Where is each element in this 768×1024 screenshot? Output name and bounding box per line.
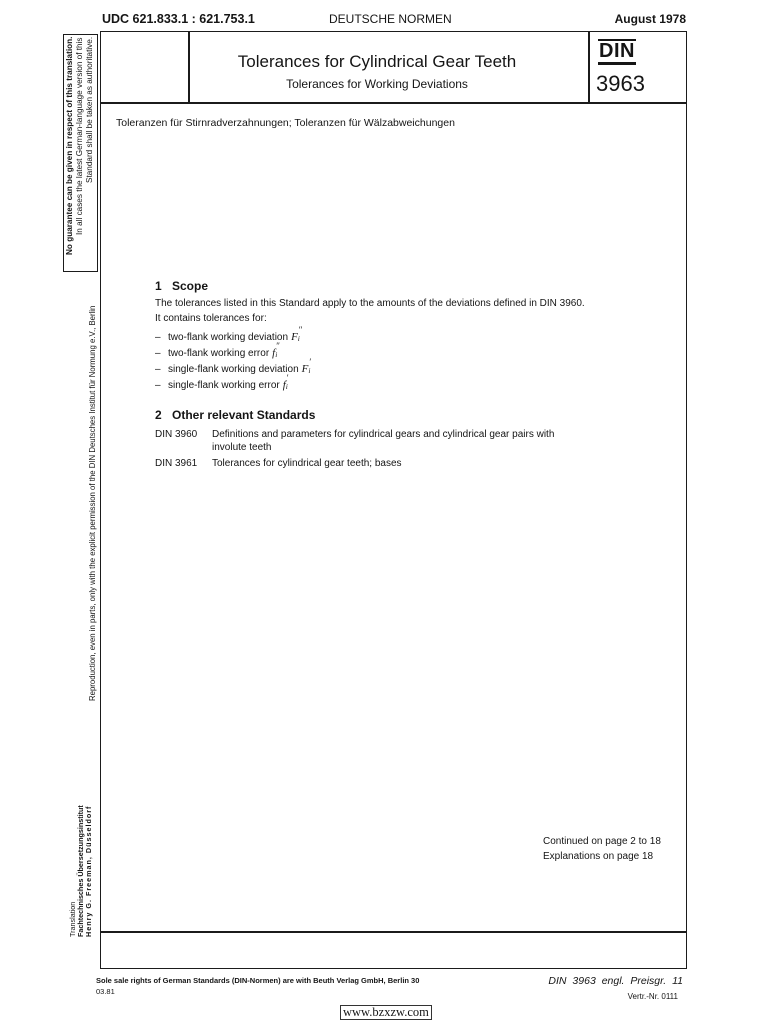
symbol-letter: f (282, 379, 286, 391)
subscript-index: i (297, 334, 300, 343)
title-block-bottom-rule (100, 102, 687, 104)
symbol-index-group (308, 357, 315, 375)
continuation-note: Continued on page 2 to 18 (543, 836, 661, 847)
subscript-index: i (308, 366, 311, 375)
series-title: DEUTSCHE NORMEN (329, 12, 452, 26)
list-item-text: two-flank working error (168, 348, 270, 359)
symbol-two-flank-working-deviation (291, 325, 305, 343)
section-title: Scope (172, 279, 209, 293)
symbol-letter: F (301, 363, 309, 375)
scope-list-item (155, 325, 305, 344)
prime-mark: ″ (276, 341, 280, 351)
translator-line: Henry G. Freeman, Düsseldorf (84, 805, 93, 937)
prime-mark: ′ (309, 357, 312, 367)
prime-mark: ″ (298, 325, 303, 335)
reference-title: Definitions and parameters for cylindrical gears and cylindrical gear pairs with (212, 429, 555, 440)
translator-line: Translation (68, 901, 77, 937)
document-reference: DIN 3963 engl. Preisgr. 11 (548, 975, 683, 987)
symbol-letter: f (272, 347, 276, 359)
section-title: Other relevant Standards (172, 408, 316, 422)
scope-lead: It contains tolerances for: (155, 313, 267, 324)
sales-rights-note: Sole sale rights of German Standards (DIN-Normen) are with Beuth Verlag GmbH, Berlin 30 (96, 976, 420, 985)
disclaimer-line: In all cases the latest German-language version of this (75, 37, 84, 235)
explanations-note: Explanations on page 18 (543, 851, 654, 862)
symbol-two-flank-working-error (272, 341, 282, 359)
list-item-text: single-flank working error (168, 380, 280, 391)
udc-classification: UDC 621.833.1 : 621.753.1 (102, 12, 255, 26)
list-dash: – (155, 332, 161, 343)
disclaimer-line: No guarantee can be given in respect of this translation. (65, 37, 74, 256)
scope-list-item (155, 357, 315, 376)
translation-disclaimer-box (63, 34, 98, 272)
translator-credit (69, 793, 93, 937)
issue-date: August 1978 (614, 12, 686, 26)
german-title: Toleranzen für Stirnradverzahnungen; Toleranzen für Wälzabweichungen (116, 117, 455, 129)
contract-number: Vertr.-Nr. 0111 (627, 992, 678, 1001)
list-item-text: two-flank working deviation (168, 332, 289, 343)
symbol-index-group (275, 341, 282, 359)
standard-number: 3963 (596, 71, 645, 96)
edition-code: 03.81 (96, 987, 115, 996)
reference-title: Tolerances for cylindrical gear teeth; bases (212, 458, 402, 469)
symbol-index-group (285, 373, 293, 391)
section-heading-scope (155, 279, 208, 293)
din-logo: DIN (598, 39, 636, 65)
section-heading-standards (155, 408, 315, 422)
scope-list-item (155, 373, 293, 392)
disclaimer-line: Standard shall be taken as authoritative. (85, 37, 94, 184)
document-title: Tolerances for Cylindrical Gear Teeth (237, 52, 517, 71)
reproduction-notice: Reproduction, even in parts, only with the explicit permission of the DIN Deutsches Institut für Normung e.V., Berlin (88, 305, 97, 701)
prime-mark: ′ (286, 373, 289, 383)
symbol-letter: F (291, 331, 298, 343)
watermark-url: www.bzxzw.com (340, 1005, 432, 1020)
page-frame (100, 31, 687, 969)
list-dash: – (155, 348, 161, 359)
translator-line: Fachtechnisches Übersetzungsinstitut (76, 805, 85, 937)
list-dash: – (155, 380, 161, 391)
lower-rule (100, 931, 687, 933)
scope-intro: The tolerances listed in this Standard apply to the amounts of the deviations defined in DIN 3960. (155, 298, 585, 309)
section-number: 1 (155, 279, 162, 293)
list-item-text: single-flank working deviation (168, 364, 299, 375)
list-dash: – (155, 364, 161, 375)
title-divider-right (588, 31, 590, 103)
symbol-index-group (297, 325, 305, 343)
subscript-index: i (285, 382, 288, 391)
reference-code: DIN 3960 (155, 429, 198, 440)
symbol-single-flank-working-error (282, 373, 293, 391)
reference-code: DIN 3961 (155, 458, 198, 469)
section-number: 2 (155, 408, 162, 422)
scope-list-item (155, 341, 282, 360)
symbol-single-flank-working-deviation (301, 357, 316, 375)
document-subtitle: Tolerances for Working Deviations (286, 77, 468, 91)
subscript-index: i (275, 350, 278, 359)
reference-title-continued: involute teeth (212, 442, 272, 453)
